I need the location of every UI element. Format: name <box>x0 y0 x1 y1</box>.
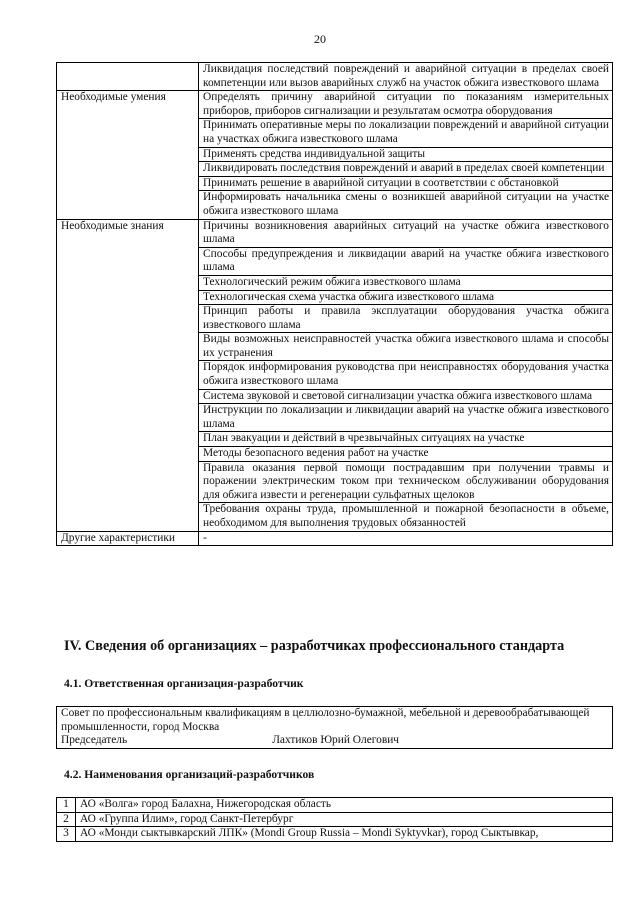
chair-role: Председатель <box>61 734 128 747</box>
row-text: План эвакуации и действий в чрезвычайных ситуациях на участке <box>199 432 613 447</box>
table-row <box>57 91 613 119</box>
developer-number: 3 <box>57 827 76 842</box>
developer-name: АО «Группа Илим», город Санкт-Петербург <box>76 812 613 827</box>
table-row <box>57 827 613 842</box>
row-text: Виды возможных неисправностей участка обжига известкового шлама и способы их устранения <box>199 333 613 361</box>
row-text: - <box>199 531 613 546</box>
row-text: Информировать начальника смены о возникшей аварийной ситуации на участке обжига известкового шлама <box>199 191 613 219</box>
table-row <box>57 219 613 247</box>
page-number: 20 <box>314 32 326 46</box>
row-label: Необходимые знания <box>57 219 199 531</box>
row-text: Принимать решение в аварийной ситуации в соответствии с обстановкой <box>199 176 613 191</box>
row-label: Необходимые умения <box>57 91 199 219</box>
row-text: Ликвидировать последствия повреждений и аварий в пределах своей компетенции <box>199 162 613 177</box>
developer-number: 1 <box>57 798 76 813</box>
responsible-org-table <box>56 706 613 749</box>
row-text: Инструкции по локализации и ликвидации аварий на участке обжига известкового шлама <box>199 404 613 432</box>
chair-row <box>57 734 613 748</box>
row-text: Система звуковой и световой сигнализации участка обжига известкового шлама <box>199 389 613 404</box>
row-label <box>57 63 199 91</box>
row-text: Требования охраны труда, промышленной и пожарной безопасности в объеме, необходимом для выполнения трудовых обязанностей <box>199 503 613 531</box>
subsection-title-responsible: 4.1. Ответственная организация-разработчик <box>64 677 304 690</box>
table-row <box>57 531 613 546</box>
row-text: Принцип работы и правила эксплуатации оборудования участка обжига известкового шлама <box>199 305 613 333</box>
row-text: Ликвидация последствий повреждений и аварийной ситуации в пределах своей компетенции или вызов аварийных служб на участок обжига известкового шлама <box>199 63 613 91</box>
table-row <box>57 798 613 813</box>
table-row <box>57 812 613 827</box>
row-text: Методы безопасного ведения работ на участке <box>199 447 613 462</box>
developers-table <box>56 797 613 842</box>
responsible-org-name: Совет по профессиональным квалификациям в целлюлозно-бумажной, мебельной и деревообрабатывающей промышленности, город Москва <box>57 707 613 735</box>
row-text: Технологическая схема участка обжига известкового шлама <box>199 290 613 305</box>
section-title: IV. Сведения об организациях – разработчиках профессионального стандарта <box>64 638 565 654</box>
row-text: Способы предупреждения и ликвидации аварий на участке обжига известкового шлама <box>199 247 613 275</box>
row-text: Правила оказания первой помощи пострадавшим при получении травмы и поражении электрическим током при техническом обслуживании оборудования для обжига извести и регенерации сульфатных щелоков <box>199 461 613 503</box>
subsection-title-developers: 4.2. Наименования организаций-разработчиков <box>64 768 315 781</box>
developer-name: АО «Монди сыктывкарский ЛПК» (Mondi Group Russia – Mondi Syktyvkar), город Сыктывкар, <box>76 827 613 842</box>
row-text: Применять средства индивидуальной защиты <box>199 147 613 162</box>
row-text: Принимать оперативные меры по локализации повреждений и аварийной ситуации на участках обжига известкового шлама <box>199 119 613 147</box>
developer-name: АО «Волга» город Балахна, Нижегородская область <box>76 798 613 813</box>
row-text: Определять причину аварийной ситуации по показаниям измерительных приборов, приборов сигнализации и результатам осмотра оборудования <box>199 91 613 119</box>
skills-table <box>56 62 613 546</box>
row-text: Технологический режим обжига известкового шлама <box>199 275 613 290</box>
row-text: Причины возникновения аварийных ситуаций на участке обжига известкового шлама <box>199 219 613 247</box>
chair-name: Лахтиков Юрий Олегович <box>272 734 400 747</box>
table-row <box>57 63 613 91</box>
developer-number: 2 <box>57 812 76 827</box>
row-text: Порядок информирования руководства при неисправностях оборудования участка обжига известкового шлама <box>199 361 613 389</box>
row-label: Другие характеристики <box>57 531 199 546</box>
